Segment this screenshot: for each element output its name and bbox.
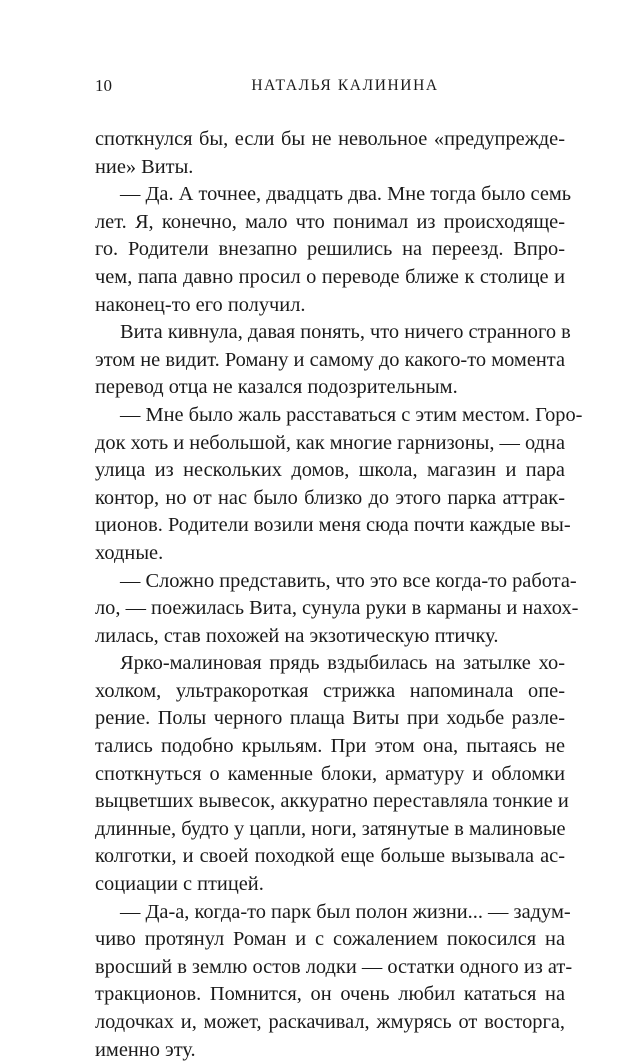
paragraph — [95, 650, 569, 898]
text-line: споткнуться о каменные блоки, арматуру и обломки — [95, 762, 565, 785]
text-line: ние» Виты. — [95, 155, 194, 178]
page-number: 10 — [95, 76, 112, 95]
text-line: перевод отца не казался подозрительным. — [95, 376, 458, 399]
text-line: ционов. Родители возили меня сюда почти каждые вы- — [95, 514, 571, 537]
text-line: колготки, и своей походкой еще больше вызывала ас- — [95, 845, 565, 868]
text-line: лодочках и, может, раскачивал, жмурясь от восторга, — [95, 1011, 565, 1033]
text-line: Вита кивнула, давая понять, что ничего странного в — [120, 321, 571, 344]
text-line: социации с птицей. — [95, 873, 264, 896]
running-head-author: НАТАЛЬЯ КАЛИНИНА — [251, 77, 439, 94]
paragraph — [95, 181, 572, 319]
paragraph — [95, 568, 579, 651]
text-line: чиво протянул Роман и с сожалением покосился на — [95, 928, 565, 951]
text-line: споткнулся бы, если бы не невольное «предупрежде- — [95, 128, 565, 150]
text-line: именно эту. — [95, 1038, 196, 1061]
text-line: — Сложно представить, что это все когда-то работа- — [120, 569, 577, 592]
text-line: лилась, став похожей на экзотическую птичку. — [95, 624, 499, 647]
paragraph — [95, 402, 583, 568]
text-line: рение. Полы черного плаща Виты при ходьбе разле- — [95, 707, 565, 730]
text-line: — Мне было жаль расставаться с этим местом. Горо- — [120, 403, 583, 426]
paragraph — [95, 319, 571, 402]
page-header — [95, 74, 565, 98]
text-line: — Да-а, когда-то парк был полон жизни... — задум- — [120, 900, 571, 923]
text-line: длинные, будто у цапли, ноги, затянутые в малиновые — [95, 817, 566, 840]
text-line: лет. Я, конечно, мало что понимал из происходяще- — [95, 210, 565, 233]
text-line: тракционов. Помнится, он очень любил кататься на — [95, 983, 565, 1006]
text-line: холком, ультракороткая стрижка напоминала опе- — [95, 679, 565, 702]
text-line: — Да. А точнее, двадцать два. Мне тогда было семь — [120, 183, 572, 206]
text-line: чем, папа давно просил о переводе ближе к столице и — [95, 265, 565, 288]
text-line: ло, — поежилась Вита, сунула руки в карманы и нахох- — [95, 597, 579, 620]
text-line: выцветших вывесок, аккуратно переставляла тонкие и — [95, 790, 569, 813]
body-text — [95, 126, 583, 1064]
text-line: тались подобно крыльям. При этом она, пытаясь не — [95, 735, 565, 758]
text-line: док хоть и небольшой, как многие гарнизоны, — одна — [95, 431, 565, 454]
text-line: наконец-то его получил. — [95, 293, 306, 316]
text-line: контор, но от нас было близко до этого парка аттрак- — [95, 486, 565, 509]
paragraph — [95, 899, 573, 1064]
text-line: ходные. — [95, 541, 164, 564]
text-line: го. Родители внезапно решились на переезд. Впро- — [95, 238, 565, 261]
text-line: Ярко-малиновая прядь вздыбилась на затылке хо- — [120, 652, 565, 675]
paragraph — [95, 126, 565, 181]
text-line: улица из нескольких домов, школа, магазин и пара — [95, 459, 565, 482]
text-line: этом не видит. Роману и самому до какого-то момента — [95, 348, 565, 371]
text-line: вросший в землю остов лодки — остатки одного из ат- — [95, 955, 573, 978]
